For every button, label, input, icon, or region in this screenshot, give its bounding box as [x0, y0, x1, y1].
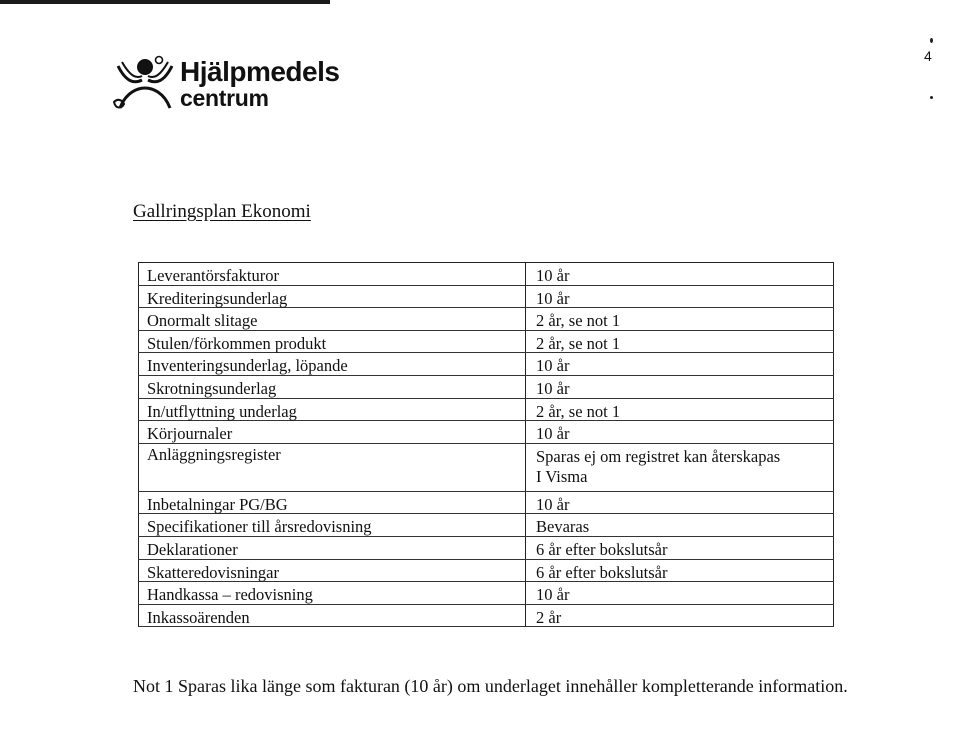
table-row — [139, 285, 834, 308]
record-type-cell: Skrotningsunderlag — [139, 375, 526, 398]
record-type-cell: Anläggningsregister — [139, 443, 526, 491]
table-row — [139, 536, 834, 559]
retention-text: I Visma — [536, 467, 588, 487]
retention-text: 2 år, se not 1 — [536, 333, 621, 353]
retention-text: Sparas ej om registret kan återskapas — [536, 446, 781, 466]
logo-line1: Hjälpmedels — [180, 56, 340, 87]
retention-cell — [526, 604, 834, 627]
record-type-cell: Skatteredovisningar — [139, 559, 526, 582]
table-row — [139, 330, 834, 353]
hjalpmedelscentrum-logo-icon — [112, 52, 178, 118]
retention-text: 10 år — [536, 379, 570, 399]
table-row — [139, 375, 834, 398]
table-row — [139, 308, 834, 331]
retention-text: 10 år — [536, 356, 570, 376]
retention-cell — [526, 330, 834, 353]
record-type-cell: Krediteringsunderlag — [139, 285, 526, 308]
record-type-cell: In/utflyttning underlag — [139, 398, 526, 421]
table-row — [139, 421, 834, 444]
table-row — [139, 559, 834, 582]
retention-text: 10 år — [536, 288, 570, 308]
table-row — [139, 582, 834, 605]
record-type-cell: Specifikationer till årsredovisning — [139, 514, 526, 537]
retention-text: 10 år — [536, 494, 570, 514]
retention-cell — [526, 353, 834, 376]
table-row — [139, 604, 834, 627]
record-type-cell: Onormalt slitage — [139, 308, 526, 331]
scan-speck — [930, 38, 933, 43]
retention-cell — [526, 514, 834, 537]
retention-table-body — [139, 263, 834, 627]
retention-text: Bevaras — [536, 517, 590, 537]
scan-speck — [930, 96, 933, 99]
table-row — [139, 443, 834, 491]
record-type-cell: Inventeringsunderlag, löpande — [139, 353, 526, 376]
retention-text: 6 år efter bokslutsår — [536, 540, 668, 560]
scan-edge-line — [0, 0, 330, 4]
record-type-cell: Inbetalningar PG/BG — [139, 491, 526, 514]
record-type-cell: Inkassoärenden — [139, 604, 526, 627]
table-row — [139, 514, 834, 537]
retention-cell — [526, 421, 834, 444]
retention-cell — [526, 308, 834, 331]
retention-cell — [526, 375, 834, 398]
retention-text: 10 år — [536, 585, 570, 605]
record-type-cell: Körjournaler — [139, 421, 526, 444]
retention-cell — [526, 491, 834, 514]
retention-text: 6 år efter bokslutsår — [536, 562, 668, 582]
page-number: 4 — [924, 48, 932, 64]
retention-cell — [526, 559, 834, 582]
retention-text: 10 år — [536, 266, 570, 286]
record-type-cell: Leverantörsfakturor — [139, 263, 526, 286]
table-row — [139, 263, 834, 286]
retention-cell — [526, 443, 834, 491]
retention-text: 2 år, se not 1 — [536, 401, 621, 421]
table-row — [139, 353, 834, 376]
retention-cell — [526, 536, 834, 559]
retention-cell — [526, 398, 834, 421]
record-type-cell: Deklarationer — [139, 536, 526, 559]
record-type-cell: Stulen/förkommen produkt — [139, 330, 526, 353]
document-title: Gallringsplan Ekonomi — [133, 201, 311, 222]
retention-cell — [526, 582, 834, 605]
retention-text: 2 år — [536, 607, 562, 627]
table-row — [139, 491, 834, 514]
retention-text: 10 år — [536, 424, 570, 444]
table-row — [139, 398, 834, 421]
logo-wordmark — [180, 58, 339, 110]
record-type-cell: Handkassa – redovisning — [139, 582, 526, 605]
footnote: Not 1 Sparas lika länge som fakturan (10 år) om underlaget innehåller kompletterande information. — [133, 676, 848, 696]
retention-cell — [526, 263, 834, 286]
organization-logo — [112, 52, 372, 122]
retention-table — [138, 262, 834, 627]
retention-text: 2 år, se not 1 — [536, 311, 621, 331]
logo-line2: centrum — [180, 85, 269, 111]
retention-cell — [526, 285, 834, 308]
